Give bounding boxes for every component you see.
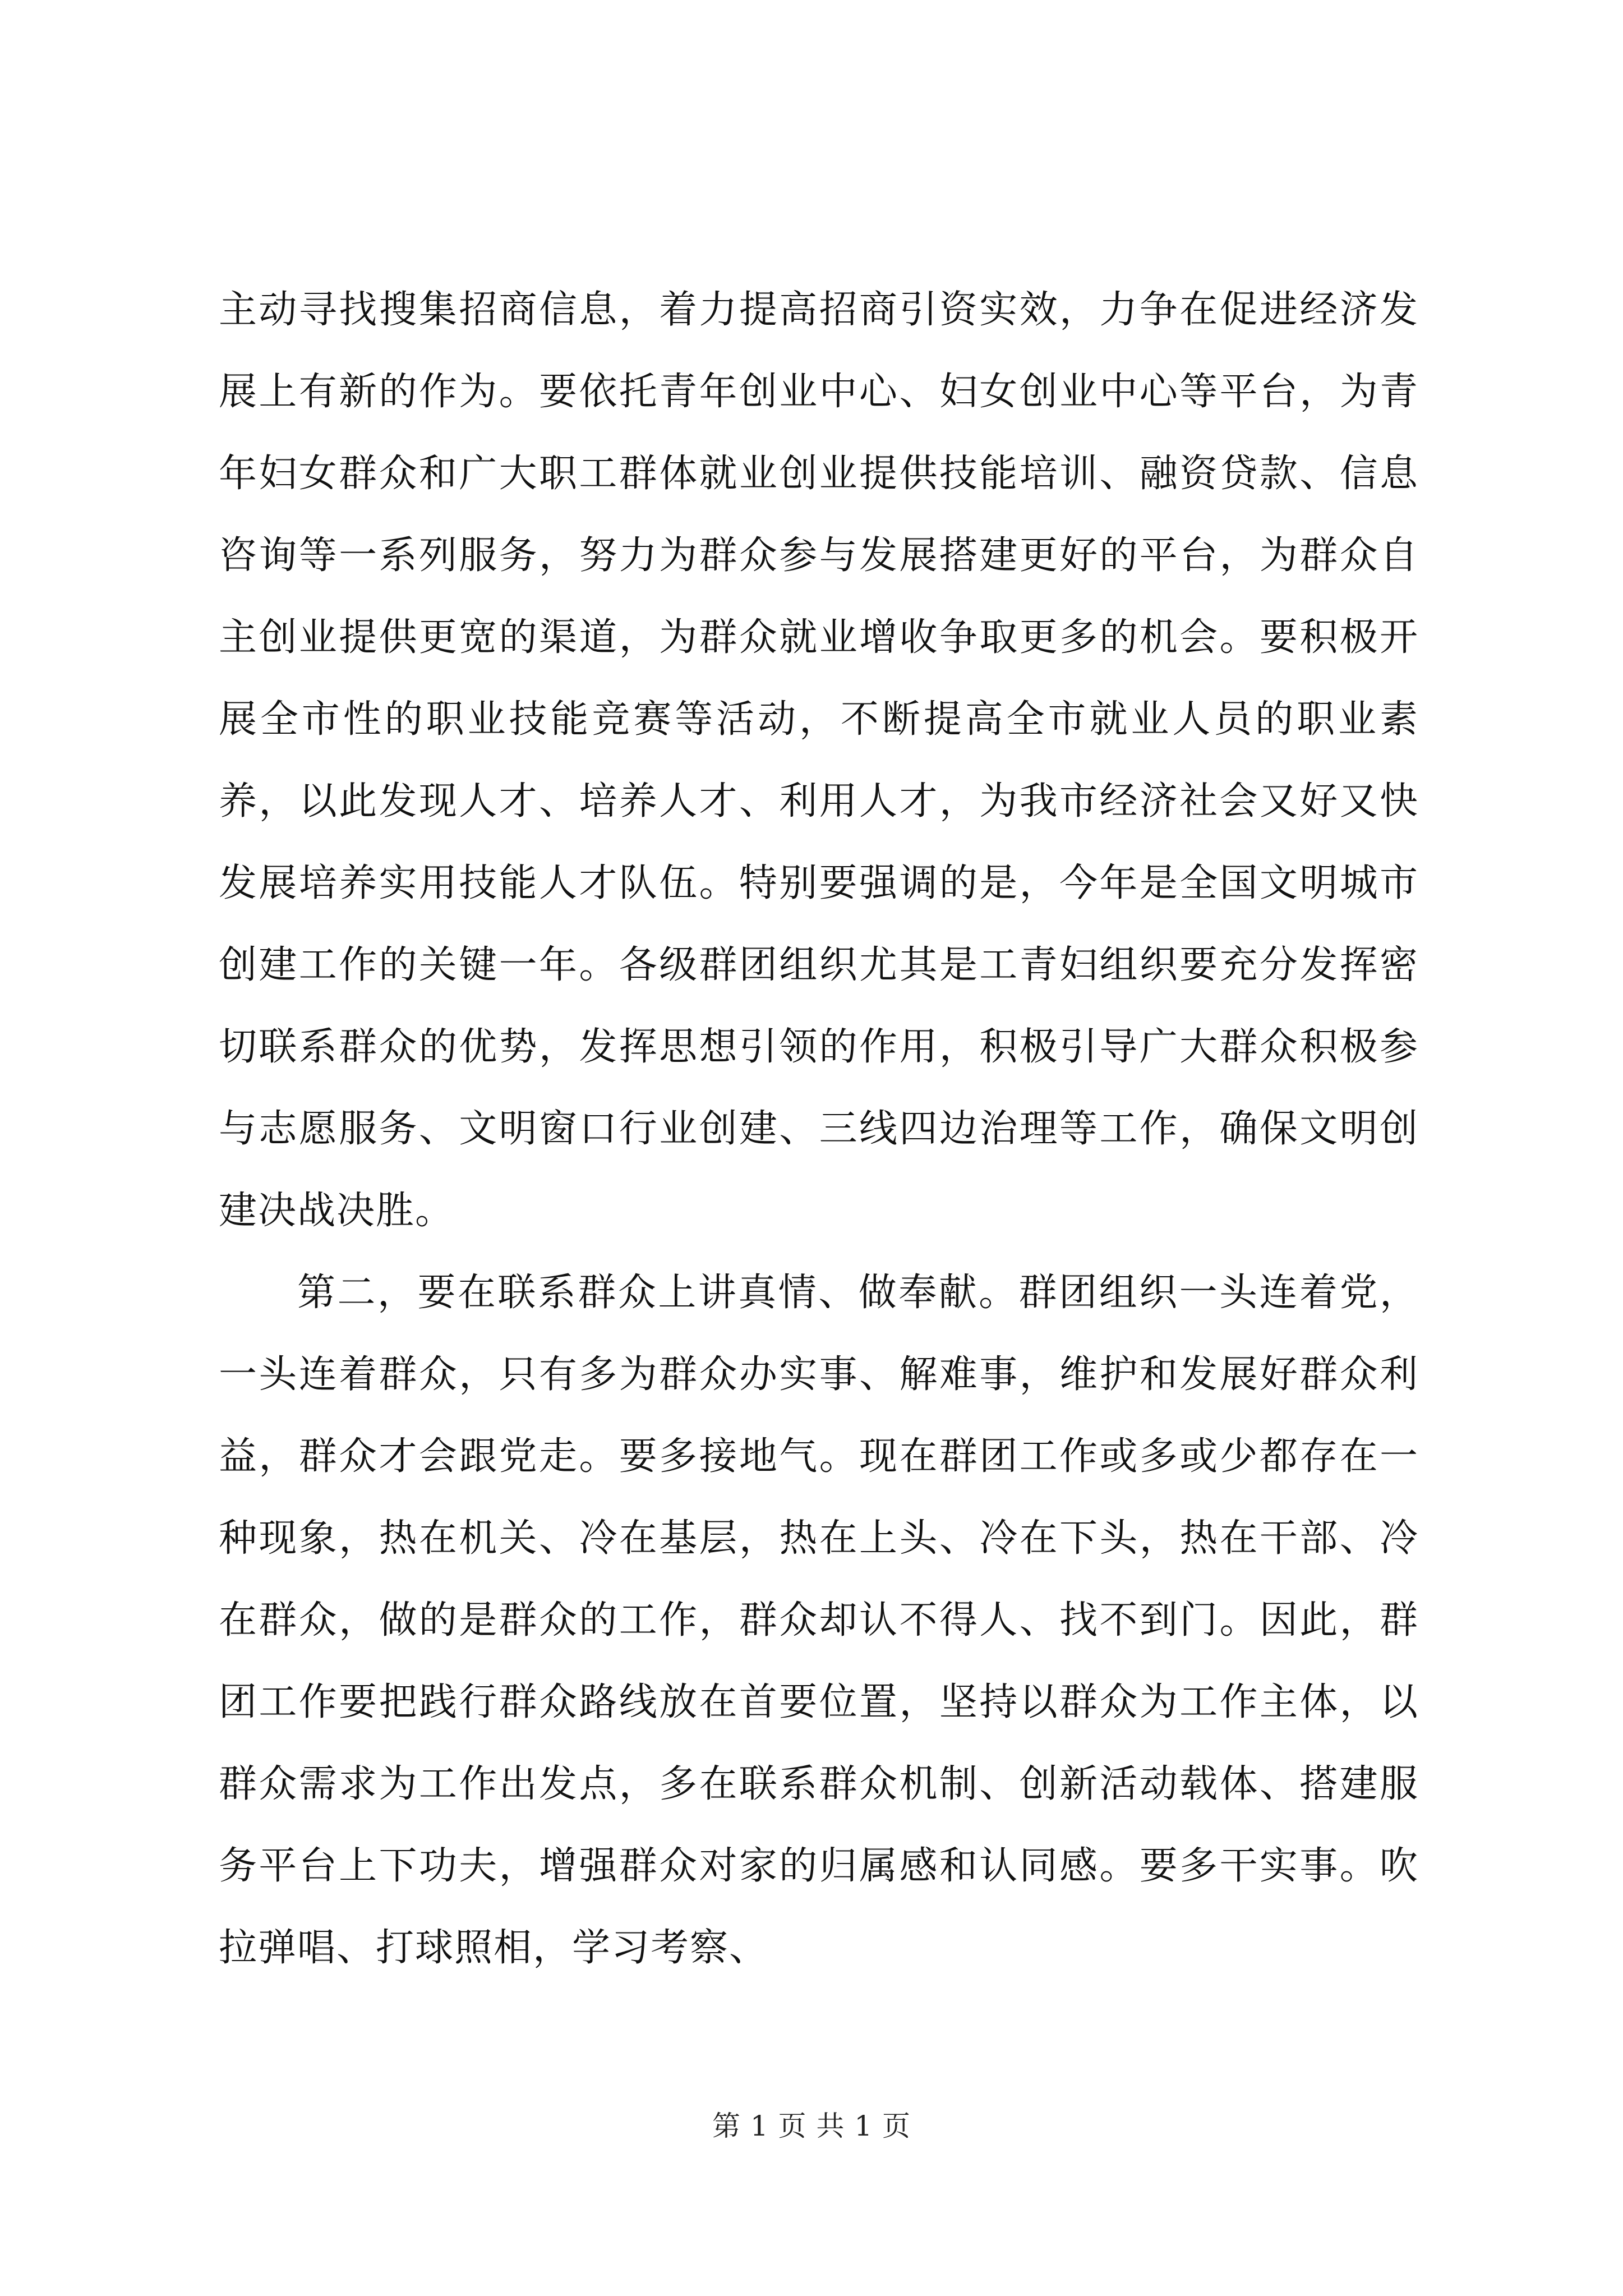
paragraph-2: 第二，要在联系群众上讲真情、做奉献。群团组织一头连着党，一头连着群众，只有多为群众办实事、解难事，维护和发展好群众利益，群众才会跟党走。要多接地气。现在群团工作或多或少都存在一种现象，热在机关、冷在基层，热在上头、冷在下头，热在干部、冷在群众，做的是群众的工作，群众却认不得人、找不到门。因此，群团工作要把践行群众路线放在首要位置，坚持以群众为工作主体，以群众需求为工作出发点，多在联系群众机制、创新活动载体、搭建服务平台上下功夫，增强群众对家的归属感和认同感。要多干实事。吹拉弹唱、打球照相，学习考察、 xyxy=(219,1271,1419,1970)
document-body xyxy=(219,269,1419,1989)
page-footer: 第 1 页 共 1 页 xyxy=(712,2110,911,2142)
paragraph-1: 主动寻找搜集招商信息，着力提高招商引资实效，力争在促进经济发展上有新的作为。要依托青年创业中心、妇女创业中心等平台，为青年妇女群众和广大职工群体就业创业提供技能培训、融资贷款、信息咨询等一系列服务，努力为群众参与发展搭建更好的平台，为群众自主创业提供更宽的渠道，为群众就业增收争取更多的机会。要积极开展全市性的职业技能竞赛等活动，不断提高全市就业人员的职业素养，以此发现人才、培养人才、利用人才，为我市经济社会又好又快发展培养实用技能人才队伍。特别要强调的是，今年是全国文明城市创建工作的关键一年。各级群团组织尤其是工青妇组织要充分发挥密切联系群众的优势，发挥思想引领的作用，积极引导广大群众积极参与志愿服务、文明窗口行业创建、三线四边治理等工作，确保文明创建决战决胜。 xyxy=(219,288,1419,1233)
